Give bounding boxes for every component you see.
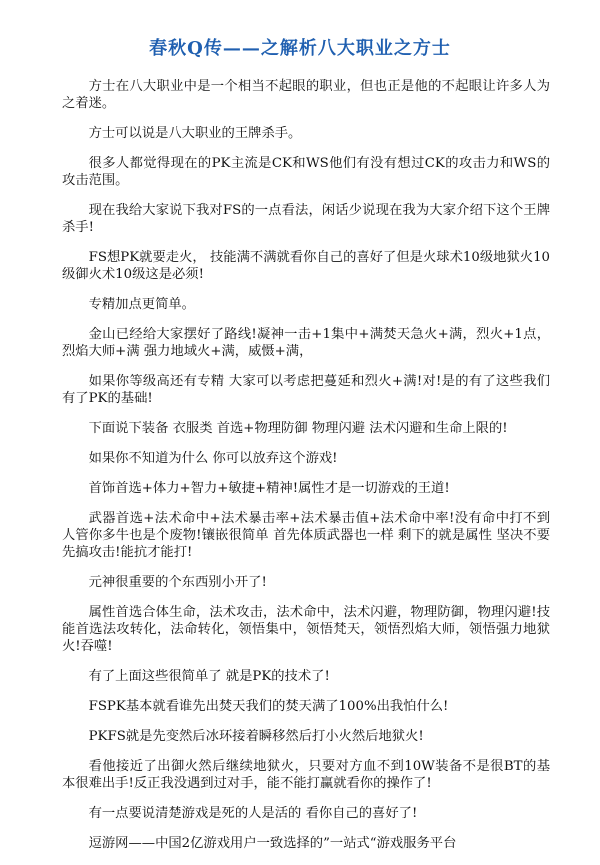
footer-paragraph: 逗游网——中国2亿游戏用户一致选择的”一站式“游戏服务平台 (88, 836, 457, 851)
paragraph: 有了上面这些很简单了 就是PK的技术了! (88, 669, 330, 684)
paragraph: 有一点要说清楚游戏是死的人是活的 看你自己的喜好了! (88, 806, 418, 821)
paragraph: FSPK基本就看谁先出焚天我们的焚天满了100%出我怕什么! (88, 699, 449, 714)
paragraph: 如果你等级高还有专精 大家可以考虑把蔓延和烈火+满!对!是的有了这些我们有了PK的基础! (62, 374, 550, 406)
paragraph: 现在我给大家说下我对FS的一点看法，闲话少说现在我为大家介绍下这个王牌杀手! (62, 203, 550, 235)
paragraph: FS想PK就要走火， 技能满不满就看你自己的喜好了但是火球术10级地狱火10级御火术10级这是必须! (62, 250, 550, 282)
paragraph: 方士在八大职业中是一个相当不起眼的职业，但也正是他的不起眼让许多人为之着迷。 (62, 79, 550, 111)
paragraph: 属性首选合体生命，法术攻击，法术命中，法术闪避，物理防御，物理闪避!技能首选法攻转化，法命转化，领悟集中，领悟梵天，领悟烈焰大师，领悟强力地狱火!吞噬! (62, 605, 550, 654)
paragraph: 首饰首选+体力+智力+敏捷+精神!属性才是一切游戏的王道! (88, 481, 450, 496)
paragraph: 下面说下装备 衣服类 首选+物理防御 物理闪避 法术闪避和生命上限的! (88, 421, 508, 436)
paragraph: PKFS就是先变然后冰环接着瞬移然后打小火然后地狱火! (88, 729, 424, 744)
document-title: 春秋Q传——之解析八大职业之方士 (149, 38, 451, 59)
paragraph: 专精加点更简单。 (88, 297, 195, 312)
paragraph: 很多人都觉得现在的PK主流是CK和WS他们有没有想过CK的攻击力和WS的攻击范围。 (62, 156, 550, 188)
paragraph: 方士可以说是八大职业的王牌杀手。 (88, 126, 302, 141)
paragraph: 武器首选+法术命中+法术暴击率+法术暴击值+法术命中率!没有命中打不到人管你多牛也是个废物!镶嵌很简单 首先体质武器也一样 剩下的就是属性 坚决不要先搞攻击!能抗才能打! (62, 511, 550, 560)
paragraph: 看他接近了出御火然后继续地狱火，只要对方血不到10W装备不是很BT的基本很难出手!反正我没遇到过对手，能不能打赢就看你的操作了! (62, 759, 550, 791)
article-body (62, 78, 550, 865)
paragraph: 金山已经给大家摆好了路线!凝神一击+1集中+满焚天急火+满，烈火+1点，烈焰大师+满 强力地域火+满，威慑+满， (62, 327, 550, 359)
paragraph: 元神很重要的个东西别小开了! (88, 575, 267, 590)
paragraph: 如果你不知道为什么 你可以放弃这个游戏! (88, 451, 338, 466)
